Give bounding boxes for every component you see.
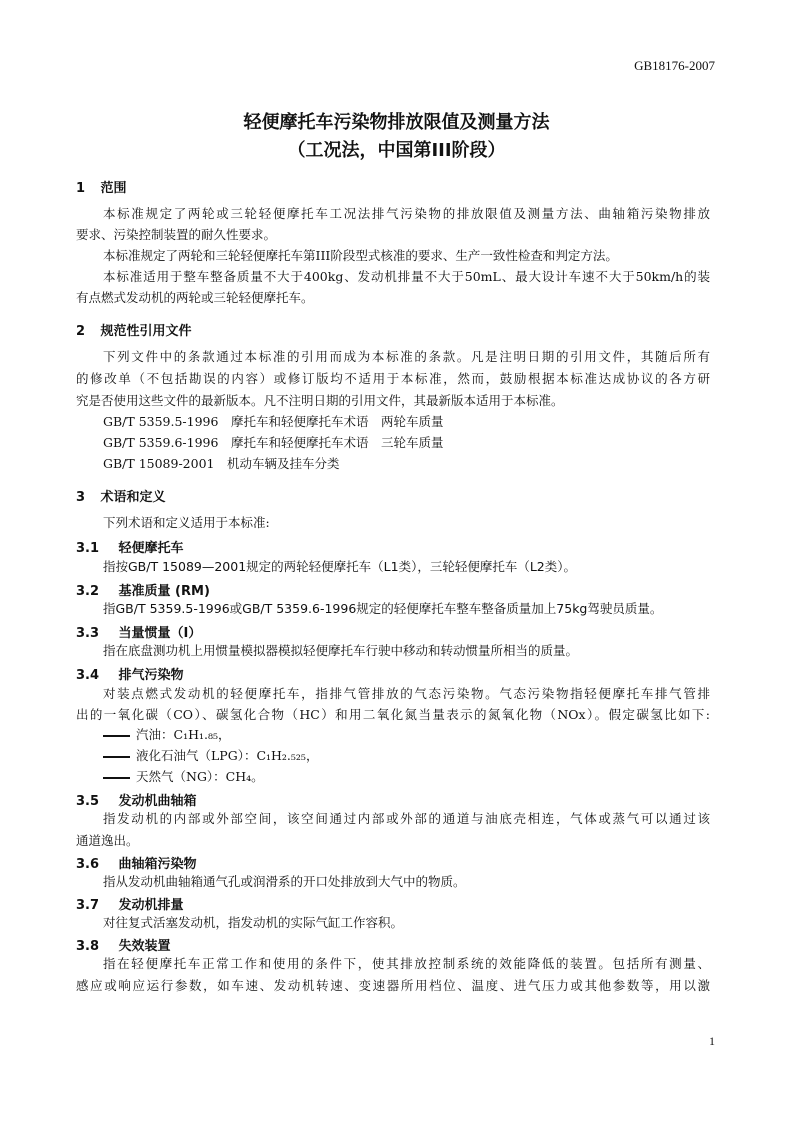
definition-text: 对装点燃式发动机的轻便摩托车，指排气管排放的气态污染物。气态污染物指轻便摩托车排气管排 — [103, 686, 710, 701]
reference-item: GB/T 5359.5-1996 摩托车和轻便摩托车术语 两轮车质量 — [103, 414, 444, 429]
clause-term: 轻便摩托车 — [118, 541, 184, 556]
clause-term: 基准质量 (RM) — [118, 584, 210, 599]
definition-text: 对往复式活塞发动机，指发动机的实际气缸工作容积。 — [103, 915, 404, 930]
section-number: 2 — [76, 324, 86, 339]
definition-text: 指按GB/T 15089—2001规定的两轮轻便摩托车（L1类），三轮轻便摩托车（L2类）。 — [103, 559, 576, 574]
paragraph: 本标准规定了两轮和三轮轻便摩托车第III阶段型式核准的要求、生产一致性检查和判定方法。 — [103, 248, 618, 263]
section-2-heading — [76, 320, 192, 339]
paragraph: 的修改单（不包括勘误的内容）或修订版均不适用于本标准，然而，鼓励根据本标准达成协议的各方研 — [76, 371, 710, 386]
document-subtitle: （工况法，中国第III阶段） — [287, 140, 506, 161]
clause-3-8-heading — [76, 935, 171, 954]
reference-item: GB/T 5359.6-1996 摩托车和轻便摩托车术语 三轮车质量 — [103, 435, 444, 450]
definition-text: 指发动机的内部或外部空间，该空间通过内部或外部的通道与油底壳相连，气体或蒸气可以通过该 — [103, 811, 710, 826]
definition-text: 感应或响应运行参数，如车速、发动机转速、变速器所用档位、温度、进气压力或其他参数等，用以激 — [76, 978, 710, 993]
section-title: 术语和定义 — [100, 490, 166, 505]
clause-3-5-heading — [76, 790, 197, 809]
definition-text: 指在底盘测功机上用惯量模拟器模拟轻便摩托车行驶中移动和转动惯量所相当的质量。 — [103, 643, 579, 658]
paragraph: 究是否使用这些文件的最新版本。凡不注明日期的引用文件，其最新版本适用于本标准。 — [76, 393, 564, 408]
clause-term: 当量惯量（I） — [118, 626, 202, 641]
clause-number: 3.8 — [76, 939, 100, 954]
paragraph: 本标准适用于整车整备质量不大于400kg、发动机排量不大于50mL、最大设计车速不大于50km/h的装 — [103, 269, 710, 284]
clause-number: 3.6 — [76, 857, 100, 872]
clause-3-4-heading — [76, 664, 184, 683]
paragraph: 有点燃式发动机的两轮或三轮轻便摩托车。 — [76, 290, 314, 305]
section-title: 范围 — [100, 181, 127, 196]
list-item — [103, 746, 318, 764]
clause-3-6-heading — [76, 853, 197, 872]
clause-3-1-heading — [76, 537, 184, 556]
page-number: 1 — [709, 1034, 715, 1048]
list-item — [103, 725, 230, 743]
clause-term: 发动机曲轴箱 — [118, 794, 197, 809]
definition-text: 指GB/T 5359.5-1996或GB/T 5359.6-1996规定的轻便摩托车整车整备质量加上75kg驾驶员质量。 — [103, 601, 663, 616]
clause-number: 3.1 — [76, 541, 100, 556]
reference-item: GB/T 15089-2001 机动车辆及挂车分类 — [103, 456, 340, 471]
dash-bullet-icon — [103, 777, 130, 779]
dash-bullet-icon — [103, 756, 130, 758]
list-item — [103, 767, 264, 785]
dash-bullet-icon — [103, 735, 130, 737]
section-number: 3 — [76, 490, 86, 505]
definition-text: 通道逸出。 — [76, 833, 139, 848]
standard-code: GB18176-2007 — [634, 58, 715, 73]
clause-3-3-heading — [76, 622, 201, 641]
clause-number: 3.4 — [76, 668, 100, 683]
clause-number: 3.5 — [76, 794, 100, 809]
definition-text: 出的一氧化碳（CO）、碳氢化合物（HC）和用二氧化氮当量表示的氮氧化物（NOx）。假定碳氢比如下: — [76, 707, 710, 722]
list-item-text: 汽油：C₁H₁.₈₅， — [136, 727, 231, 742]
definition-text: 指从发动机曲轴箱通气孔或润滑系的开口处排放到大气中的物质。 — [103, 874, 466, 889]
clause-term: 排气污染物 — [118, 668, 184, 683]
definition-text: 指在轻便摩托车正常工作和使用的条件下，使其排放控制系统的效能降低的装置。包括所有测量、 — [103, 956, 710, 971]
paragraph: 本标准规定了两轮或三轮轻便摩托车工况法排气污染物的排放限值及测量方法、曲轴箱污染物排放 — [103, 206, 710, 221]
paragraph: 要求、污染控制装置的耐久性要求。 — [76, 227, 277, 242]
clause-3-7-heading — [76, 894, 184, 913]
clause-number: 3.2 — [76, 584, 100, 599]
clause-term: 失效装置 — [118, 939, 171, 954]
list-item-text: 天然气（NG）：CH₄。 — [136, 769, 264, 784]
section-number: 1 — [76, 181, 86, 196]
section-title: 规范性引用文件 — [100, 324, 192, 339]
paragraph: 下列文件中的条款通过本标准的引用而成为本标准的条款。凡是注明日期的引用文件，其随后所有 — [103, 349, 710, 364]
clause-number: 3.7 — [76, 898, 100, 913]
document-title: 轻便摩托车污染物排放限值及测量方法 — [243, 112, 550, 133]
clause-term: 曲轴箱污染物 — [118, 857, 197, 872]
list-item-text: 液化石油气（LPG）：C₁H₂.₅₂₅， — [136, 748, 319, 763]
clause-term: 发动机排量 — [118, 898, 184, 913]
paragraph: 下列术语和定义适用于本标准: — [103, 515, 270, 530]
clause-number: 3.3 — [76, 626, 100, 641]
section-3-heading — [76, 486, 166, 505]
section-1-heading — [76, 177, 127, 196]
clause-3-2-heading — [76, 580, 210, 599]
